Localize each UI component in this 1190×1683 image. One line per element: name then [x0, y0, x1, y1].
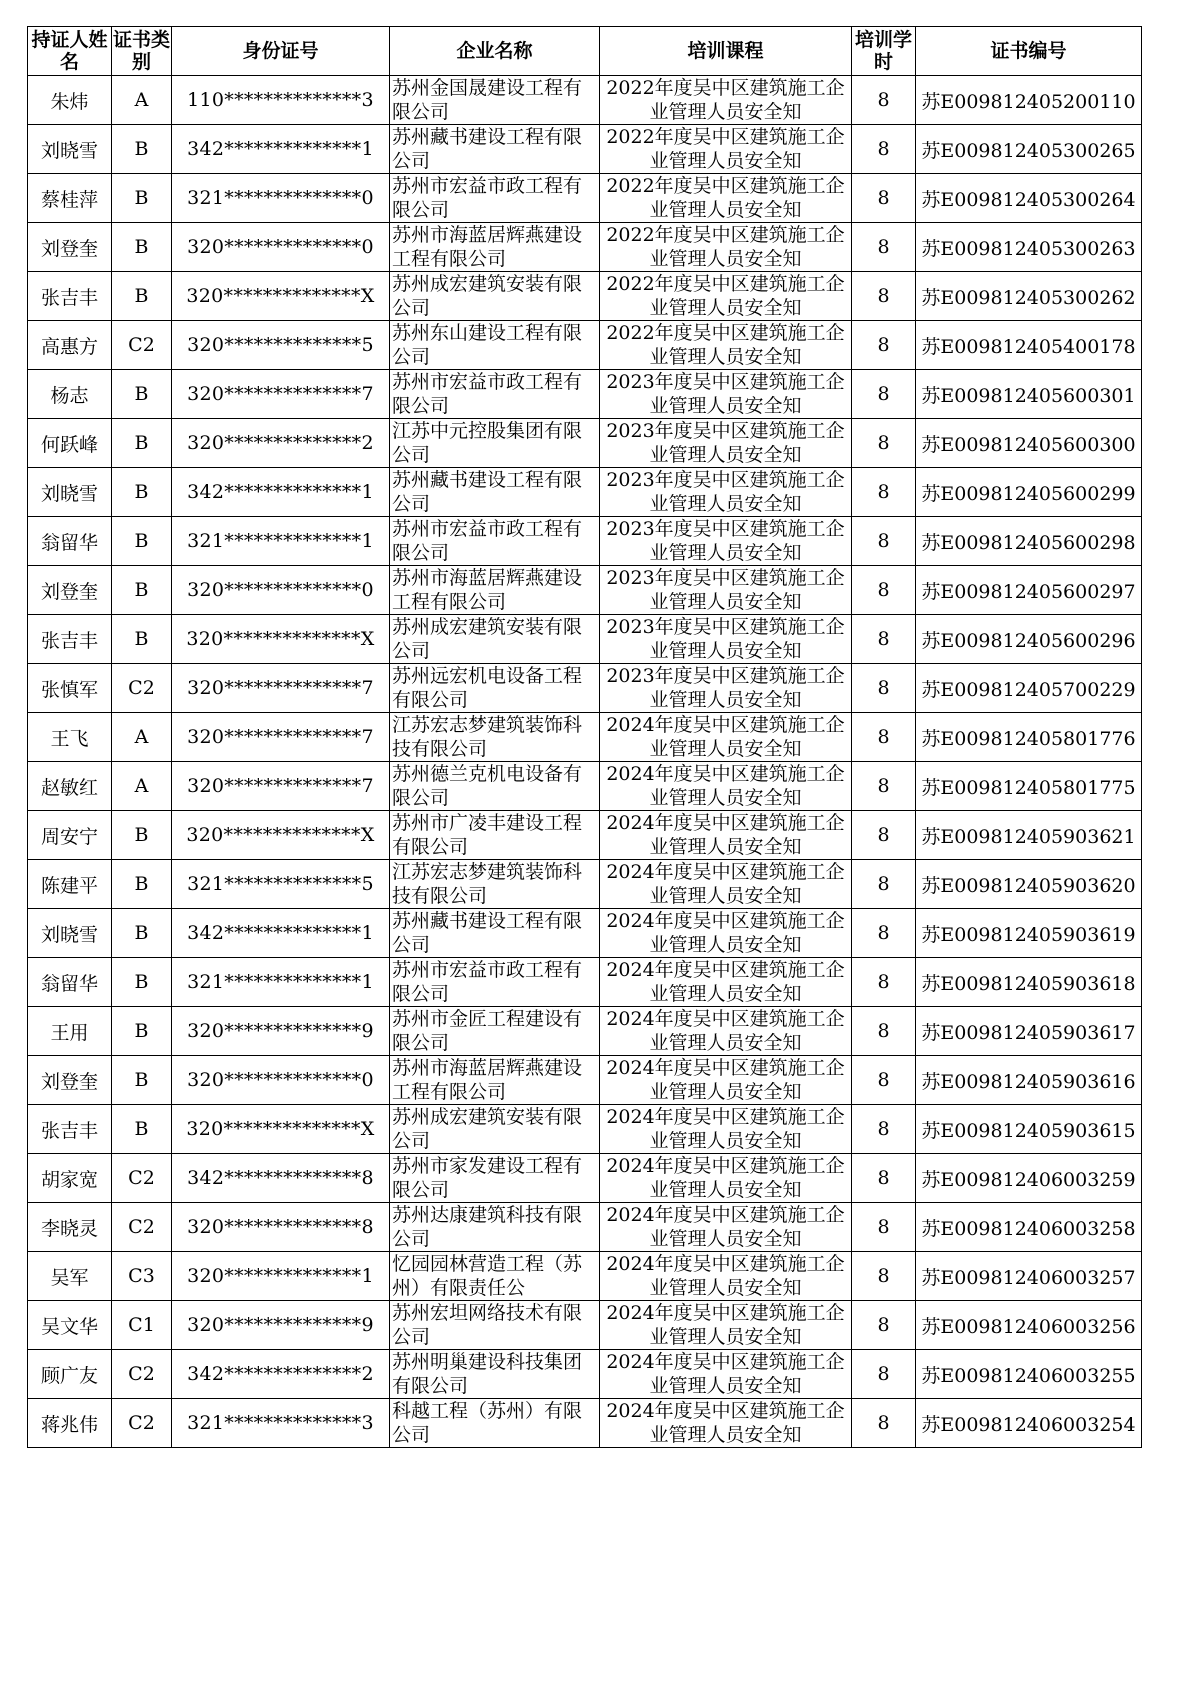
company-cell	[390, 468, 600, 517]
table-header	[28, 27, 1142, 76]
holder-name-cell: 李晓灵	[28, 1203, 112, 1252]
id-number-cell: 320**************7	[172, 664, 390, 713]
id-number-cell: 320**************7	[172, 762, 390, 811]
company-text: 苏州成宏建筑安装有限公司	[392, 1106, 583, 1152]
table-row	[28, 664, 1142, 713]
company-text: 苏州市海蓝居辉燕建设工程有限公司	[392, 224, 583, 270]
hours-cell: 8	[852, 1105, 916, 1154]
category-cell: C1	[112, 1301, 172, 1350]
course-cell	[600, 1154, 852, 1203]
cert-no-cell: 苏E009812405903617	[916, 1007, 1142, 1056]
holder-name-cell: 周安宁	[28, 811, 112, 860]
table-row	[28, 1252, 1142, 1301]
course-text: 2024年度吴中区建筑施工企业管理人员安全知	[606, 1057, 845, 1103]
company-text: 苏州市金匠工程建设有限公司	[392, 1008, 583, 1054]
holder-name-cell: 赵敏红	[28, 762, 112, 811]
cert-no-cell: 苏E009812405903616	[916, 1056, 1142, 1105]
category-cell: B	[112, 272, 172, 321]
table-row	[28, 1056, 1142, 1105]
holder-name-cell: 刘晓雪	[28, 125, 112, 174]
company-cell	[390, 811, 600, 860]
id-number-cell: 320**************X	[172, 615, 390, 664]
certificate-table	[27, 26, 1142, 1448]
course-text: 2024年度吴中区建筑施工企业管理人员安全知	[606, 812, 845, 858]
holder-name-cell: 刘晓雪	[28, 468, 112, 517]
course-cell	[600, 909, 852, 958]
company-text: 苏州市宏益市政工程有限公司	[392, 959, 583, 1005]
company-cell	[390, 1203, 600, 1252]
header-company: 企业名称	[390, 27, 600, 76]
hours-cell: 8	[852, 664, 916, 713]
cert-no-cell: 苏E009812405600298	[916, 517, 1142, 566]
id-number-cell: 321**************1	[172, 517, 390, 566]
holder-name-cell: 翁留华	[28, 958, 112, 1007]
holder-name-cell: 朱炜	[28, 76, 112, 125]
category-cell: C2	[112, 1399, 172, 1448]
hours-cell: 8	[852, 1252, 916, 1301]
course-cell	[600, 517, 852, 566]
id-number-cell: 320**************X	[172, 811, 390, 860]
cert-no-cell: 苏E009812405300265	[916, 125, 1142, 174]
company-text: 苏州成宏建筑安装有限公司	[392, 616, 583, 662]
company-text: 苏州东山建设工程有限公司	[392, 322, 583, 368]
holder-name-cell: 张吉丰	[28, 1105, 112, 1154]
category-cell: B	[112, 958, 172, 1007]
course-cell	[600, 811, 852, 860]
course-cell	[600, 419, 852, 468]
course-cell	[600, 664, 852, 713]
course-cell	[600, 1399, 852, 1448]
holder-name-cell: 高惠方	[28, 321, 112, 370]
id-number-cell: 342**************8	[172, 1154, 390, 1203]
course-text: 2022年度吴中区建筑施工企业管理人员安全知	[606, 322, 845, 368]
hours-cell: 8	[852, 1056, 916, 1105]
id-number-cell: 320**************7	[172, 713, 390, 762]
table-row	[28, 370, 1142, 419]
holder-name-cell: 杨志	[28, 370, 112, 419]
id-number-cell: 321**************3	[172, 1399, 390, 1448]
cert-no-cell: 苏E009812405200110	[916, 76, 1142, 125]
holder-name-cell: 王用	[28, 1007, 112, 1056]
course-text: 2024年度吴中区建筑施工企业管理人员安全知	[606, 1400, 845, 1446]
category-cell: B	[112, 370, 172, 419]
company-cell	[390, 223, 600, 272]
course-text: 2023年度吴中区建筑施工企业管理人员安全知	[606, 420, 845, 466]
id-number-cell: 110**************3	[172, 76, 390, 125]
id-number-cell: 320**************0	[172, 566, 390, 615]
company-text: 苏州市宏益市政工程有限公司	[392, 371, 583, 417]
category-cell: B	[112, 174, 172, 223]
company-text: 苏州金国晟建设工程有限公司	[392, 77, 583, 123]
holder-name-cell: 张吉丰	[28, 615, 112, 664]
table-row	[28, 272, 1142, 321]
holder-name-cell: 蒋兆伟	[28, 1399, 112, 1448]
hours-cell: 8	[852, 909, 916, 958]
course-text: 2024年度吴中区建筑施工企业管理人员安全知	[606, 763, 845, 809]
hours-cell: 8	[852, 1154, 916, 1203]
table-row	[28, 1154, 1142, 1203]
course-text: 2024年度吴中区建筑施工企业管理人员安全知	[606, 959, 845, 1005]
company-text: 苏州藏书建设工程有限公司	[392, 469, 583, 515]
table-body	[28, 76, 1142, 1448]
holder-name-cell: 刘登奎	[28, 223, 112, 272]
course-cell	[600, 1007, 852, 1056]
holder-name-cell: 顾广友	[28, 1350, 112, 1399]
holder-name-cell: 王飞	[28, 713, 112, 762]
header-cert-no: 证书编号	[916, 27, 1142, 76]
hours-cell: 8	[852, 615, 916, 664]
course-text: 2024年度吴中区建筑施工企业管理人员安全知	[606, 861, 845, 907]
company-cell	[390, 909, 600, 958]
cert-no-cell: 苏E009812405300263	[916, 223, 1142, 272]
holder-name-cell: 蔡桂萍	[28, 174, 112, 223]
hours-cell: 8	[852, 713, 916, 762]
id-number-cell: 320**************1	[172, 1252, 390, 1301]
category-cell: A	[112, 762, 172, 811]
cert-no-cell: 苏E009812405600301	[916, 370, 1142, 419]
hours-cell: 8	[852, 860, 916, 909]
company-cell	[390, 370, 600, 419]
course-text: 2023年度吴中区建筑施工企业管理人员安全知	[606, 371, 845, 417]
course-text: 2024年度吴中区建筑施工企业管理人员安全知	[606, 1106, 845, 1152]
table-row	[28, 958, 1142, 1007]
category-cell: B	[112, 860, 172, 909]
hours-cell: 8	[852, 370, 916, 419]
company-text: 江苏宏志梦建筑装饰科技有限公司	[392, 861, 583, 907]
header-id-number: 身份证号	[172, 27, 390, 76]
company-cell	[390, 762, 600, 811]
course-text: 2024年度吴中区建筑施工企业管理人员安全知	[606, 1351, 845, 1397]
hours-cell: 8	[852, 1350, 916, 1399]
course-text: 2022年度吴中区建筑施工企业管理人员安全知	[606, 175, 845, 221]
course-cell	[600, 1203, 852, 1252]
cert-no-cell: 苏E009812405903621	[916, 811, 1142, 860]
hours-cell: 8	[852, 321, 916, 370]
company-text: 苏州市广凌丰建设工程有限公司	[392, 812, 583, 858]
id-number-cell: 320**************2	[172, 419, 390, 468]
company-text: 苏州达康建筑科技有限公司	[392, 1204, 583, 1250]
company-cell	[390, 419, 600, 468]
company-text: 苏州市海蓝居辉燕建设工程有限公司	[392, 1057, 583, 1103]
course-cell	[600, 713, 852, 762]
company-text: 江苏中元控股集团有限公司	[392, 420, 583, 466]
table-row	[28, 517, 1142, 566]
category-cell: B	[112, 223, 172, 272]
course-text: 2023年度吴中区建筑施工企业管理人员安全知	[606, 567, 845, 613]
id-number-cell: 321**************5	[172, 860, 390, 909]
company-text: 苏州藏书建设工程有限公司	[392, 126, 583, 172]
hours-cell: 8	[852, 1301, 916, 1350]
company-cell	[390, 1105, 600, 1154]
course-cell	[600, 860, 852, 909]
company-cell	[390, 321, 600, 370]
id-number-cell: 342**************1	[172, 125, 390, 174]
course-text: 2022年度吴中区建筑施工企业管理人员安全知	[606, 273, 845, 319]
hours-cell: 8	[852, 811, 916, 860]
company-cell	[390, 860, 600, 909]
id-number-cell: 342**************1	[172, 468, 390, 517]
category-cell: A	[112, 76, 172, 125]
category-cell: C2	[112, 321, 172, 370]
header-category: 证书类别	[112, 27, 172, 76]
cert-no-cell: 苏E009812405903619	[916, 909, 1142, 958]
table-row	[28, 1105, 1142, 1154]
hours-cell: 8	[852, 762, 916, 811]
table-row	[28, 419, 1142, 468]
hours-cell: 8	[852, 174, 916, 223]
company-cell	[390, 958, 600, 1007]
course-text: 2023年度吴中区建筑施工企业管理人员安全知	[606, 616, 845, 662]
cert-no-cell: 苏E009812405600297	[916, 566, 1142, 615]
table-row	[28, 566, 1142, 615]
category-cell: B	[112, 566, 172, 615]
company-cell	[390, 1154, 600, 1203]
id-number-cell: 320**************9	[172, 1007, 390, 1056]
company-text: 江苏宏志梦建筑装饰科技有限公司	[392, 714, 583, 760]
table-row	[28, 1203, 1142, 1252]
course-cell	[600, 223, 852, 272]
course-cell	[600, 1350, 852, 1399]
course-text: 2024年度吴中区建筑施工企业管理人员安全知	[606, 1008, 845, 1054]
course-text: 2022年度吴中区建筑施工企业管理人员安全知	[606, 224, 845, 270]
course-cell	[600, 762, 852, 811]
course-cell	[600, 468, 852, 517]
cert-no-cell: 苏E009812405300262	[916, 272, 1142, 321]
category-cell: B	[112, 468, 172, 517]
holder-name-cell: 刘登奎	[28, 1056, 112, 1105]
table-row	[28, 321, 1142, 370]
course-text: 2024年度吴中区建筑施工企业管理人员安全知	[606, 1155, 845, 1201]
company-cell	[390, 517, 600, 566]
holder-name-cell: 胡家宽	[28, 1154, 112, 1203]
holder-name-cell: 陈建平	[28, 860, 112, 909]
cert-no-cell: 苏E009812406003258	[916, 1203, 1142, 1252]
hours-cell: 8	[852, 76, 916, 125]
holder-name-cell: 翁留华	[28, 517, 112, 566]
cert-no-cell: 苏E009812405801776	[916, 713, 1142, 762]
hours-cell: 8	[852, 125, 916, 174]
id-number-cell: 320**************9	[172, 1301, 390, 1350]
course-text: 2022年度吴中区建筑施工企业管理人员安全知	[606, 77, 845, 123]
table-row	[28, 468, 1142, 517]
hours-cell: 8	[852, 419, 916, 468]
id-number-cell: 320**************8	[172, 1203, 390, 1252]
table-row	[28, 76, 1142, 125]
course-text: 2024年度吴中区建筑施工企业管理人员安全知	[606, 1253, 845, 1299]
course-text: 2024年度吴中区建筑施工企业管理人员安全知	[606, 1204, 845, 1250]
cert-no-cell: 苏E009812405600299	[916, 468, 1142, 517]
cert-no-cell: 苏E009812405600300	[916, 419, 1142, 468]
category-cell: C3	[112, 1252, 172, 1301]
table-row	[28, 125, 1142, 174]
company-cell	[390, 76, 600, 125]
company-text: 苏州宏坦网络技术有限公司	[392, 1302, 583, 1348]
holder-name-cell: 张慎军	[28, 664, 112, 713]
course-cell	[600, 272, 852, 321]
company-cell	[390, 1252, 600, 1301]
course-cell	[600, 174, 852, 223]
cert-no-cell: 苏E009812406003257	[916, 1252, 1142, 1301]
category-cell: A	[112, 713, 172, 762]
course-cell	[600, 566, 852, 615]
course-cell	[600, 76, 852, 125]
course-text: 2023年度吴中区建筑施工企业管理人员安全知	[606, 469, 845, 515]
course-cell	[600, 1252, 852, 1301]
holder-name-cell: 张吉丰	[28, 272, 112, 321]
cert-no-cell: 苏E009812405700229	[916, 664, 1142, 713]
company-cell	[390, 615, 600, 664]
cert-no-cell: 苏E009812405801775	[916, 762, 1142, 811]
holder-name-cell: 何跃峰	[28, 419, 112, 468]
category-cell: B	[112, 125, 172, 174]
company-text: 苏州市家发建设工程有限公司	[392, 1155, 583, 1201]
id-number-cell: 320**************X	[172, 1105, 390, 1154]
company-text: 苏州远宏机电设备工程有限公司	[392, 665, 583, 711]
hours-cell: 8	[852, 566, 916, 615]
table-row	[28, 860, 1142, 909]
table-row	[28, 1007, 1142, 1056]
id-number-cell: 320**************0	[172, 1056, 390, 1105]
table-row	[28, 1301, 1142, 1350]
hours-cell: 8	[852, 517, 916, 566]
id-number-cell: 321**************0	[172, 174, 390, 223]
cert-no-cell: 苏E009812405903615	[916, 1105, 1142, 1154]
holder-name-cell: 刘登奎	[28, 566, 112, 615]
table-row	[28, 174, 1142, 223]
holder-name-cell: 刘晓雪	[28, 909, 112, 958]
category-cell: B	[112, 1056, 172, 1105]
course-cell	[600, 321, 852, 370]
category-cell: B	[112, 1105, 172, 1154]
company-cell	[390, 1350, 600, 1399]
category-cell: C2	[112, 1154, 172, 1203]
category-cell: C2	[112, 1203, 172, 1252]
header-hours: 培训学时	[852, 27, 916, 76]
course-cell	[600, 958, 852, 1007]
company-text: 苏州市宏益市政工程有限公司	[392, 175, 583, 221]
course-text: 2024年度吴中区建筑施工企业管理人员安全知	[606, 910, 845, 956]
id-number-cell: 320**************X	[172, 272, 390, 321]
category-cell: B	[112, 811, 172, 860]
cert-no-cell: 苏E009812406003259	[916, 1154, 1142, 1203]
header-row	[28, 27, 1142, 76]
header-holder-name: 持证人姓名	[28, 27, 112, 76]
category-cell: B	[112, 517, 172, 566]
holder-name-cell: 吴文华	[28, 1301, 112, 1350]
company-cell	[390, 272, 600, 321]
cert-no-cell: 苏E009812406003254	[916, 1399, 1142, 1448]
company-text: 苏州德兰克机电设备有限公司	[392, 763, 583, 809]
hours-cell: 8	[852, 1399, 916, 1448]
cert-no-cell: 苏E009812405903620	[916, 860, 1142, 909]
cert-no-cell: 苏E009812405600296	[916, 615, 1142, 664]
table-row	[28, 615, 1142, 664]
course-text: 2024年度吴中区建筑施工企业管理人员安全知	[606, 714, 845, 760]
company-text: 苏州明巢建设科技集团有限公司	[392, 1351, 583, 1397]
cert-no-cell: 苏E009812405903618	[916, 958, 1142, 1007]
id-number-cell: 342**************2	[172, 1350, 390, 1399]
id-number-cell: 320**************0	[172, 223, 390, 272]
hours-cell: 8	[852, 272, 916, 321]
id-number-cell: 320**************7	[172, 370, 390, 419]
cert-no-cell: 苏E009812406003256	[916, 1301, 1142, 1350]
hours-cell: 8	[852, 468, 916, 517]
company-cell	[390, 1056, 600, 1105]
company-text: 苏州市宏益市政工程有限公司	[392, 518, 583, 564]
table-row	[28, 713, 1142, 762]
company-cell	[390, 664, 600, 713]
company-text: 苏州成宏建筑安装有限公司	[392, 273, 583, 319]
table-row	[28, 909, 1142, 958]
id-number-cell: 321**************1	[172, 958, 390, 1007]
company-cell	[390, 174, 600, 223]
cert-no-cell: 苏E009812405400178	[916, 321, 1142, 370]
company-cell	[390, 1399, 600, 1448]
course-cell	[600, 370, 852, 419]
id-number-cell: 342**************1	[172, 909, 390, 958]
company-text: 科越工程（苏州）有限公司	[392, 1400, 583, 1446]
table-row	[28, 223, 1142, 272]
table-row	[28, 1399, 1142, 1448]
category-cell: C2	[112, 1350, 172, 1399]
hours-cell: 8	[852, 958, 916, 1007]
course-text: 2024年度吴中区建筑施工企业管理人员安全知	[606, 1302, 845, 1348]
hours-cell: 8	[852, 1203, 916, 1252]
company-cell	[390, 125, 600, 174]
course-cell	[600, 615, 852, 664]
header-course: 培训课程	[600, 27, 852, 76]
category-cell: C2	[112, 664, 172, 713]
company-text: 苏州市海蓝居辉燕建设工程有限公司	[392, 567, 583, 613]
category-cell: B	[112, 909, 172, 958]
category-cell: B	[112, 615, 172, 664]
id-number-cell: 320**************5	[172, 321, 390, 370]
table-row	[28, 762, 1142, 811]
course-cell	[600, 1056, 852, 1105]
company-cell	[390, 566, 600, 615]
course-text: 2023年度吴中区建筑施工企业管理人员安全知	[606, 518, 845, 564]
company-cell	[390, 1301, 600, 1350]
company-text: 忆园园林营造工程（苏州）有限责任公	[392, 1253, 583, 1299]
cert-no-cell: 苏E009812405300264	[916, 174, 1142, 223]
course-text: 2022年度吴中区建筑施工企业管理人员安全知	[606, 126, 845, 172]
course-cell	[600, 1301, 852, 1350]
hours-cell: 8	[852, 1007, 916, 1056]
table-row	[28, 1350, 1142, 1399]
category-cell: B	[112, 1007, 172, 1056]
table-row	[28, 811, 1142, 860]
course-cell	[600, 125, 852, 174]
company-text: 苏州藏书建设工程有限公司	[392, 910, 583, 956]
company-cell	[390, 1007, 600, 1056]
category-cell: B	[112, 419, 172, 468]
course-cell	[600, 1105, 852, 1154]
company-cell	[390, 713, 600, 762]
cert-no-cell: 苏E009812406003255	[916, 1350, 1142, 1399]
hours-cell: 8	[852, 223, 916, 272]
course-text: 2023年度吴中区建筑施工企业管理人员安全知	[606, 665, 845, 711]
holder-name-cell: 吴军	[28, 1252, 112, 1301]
